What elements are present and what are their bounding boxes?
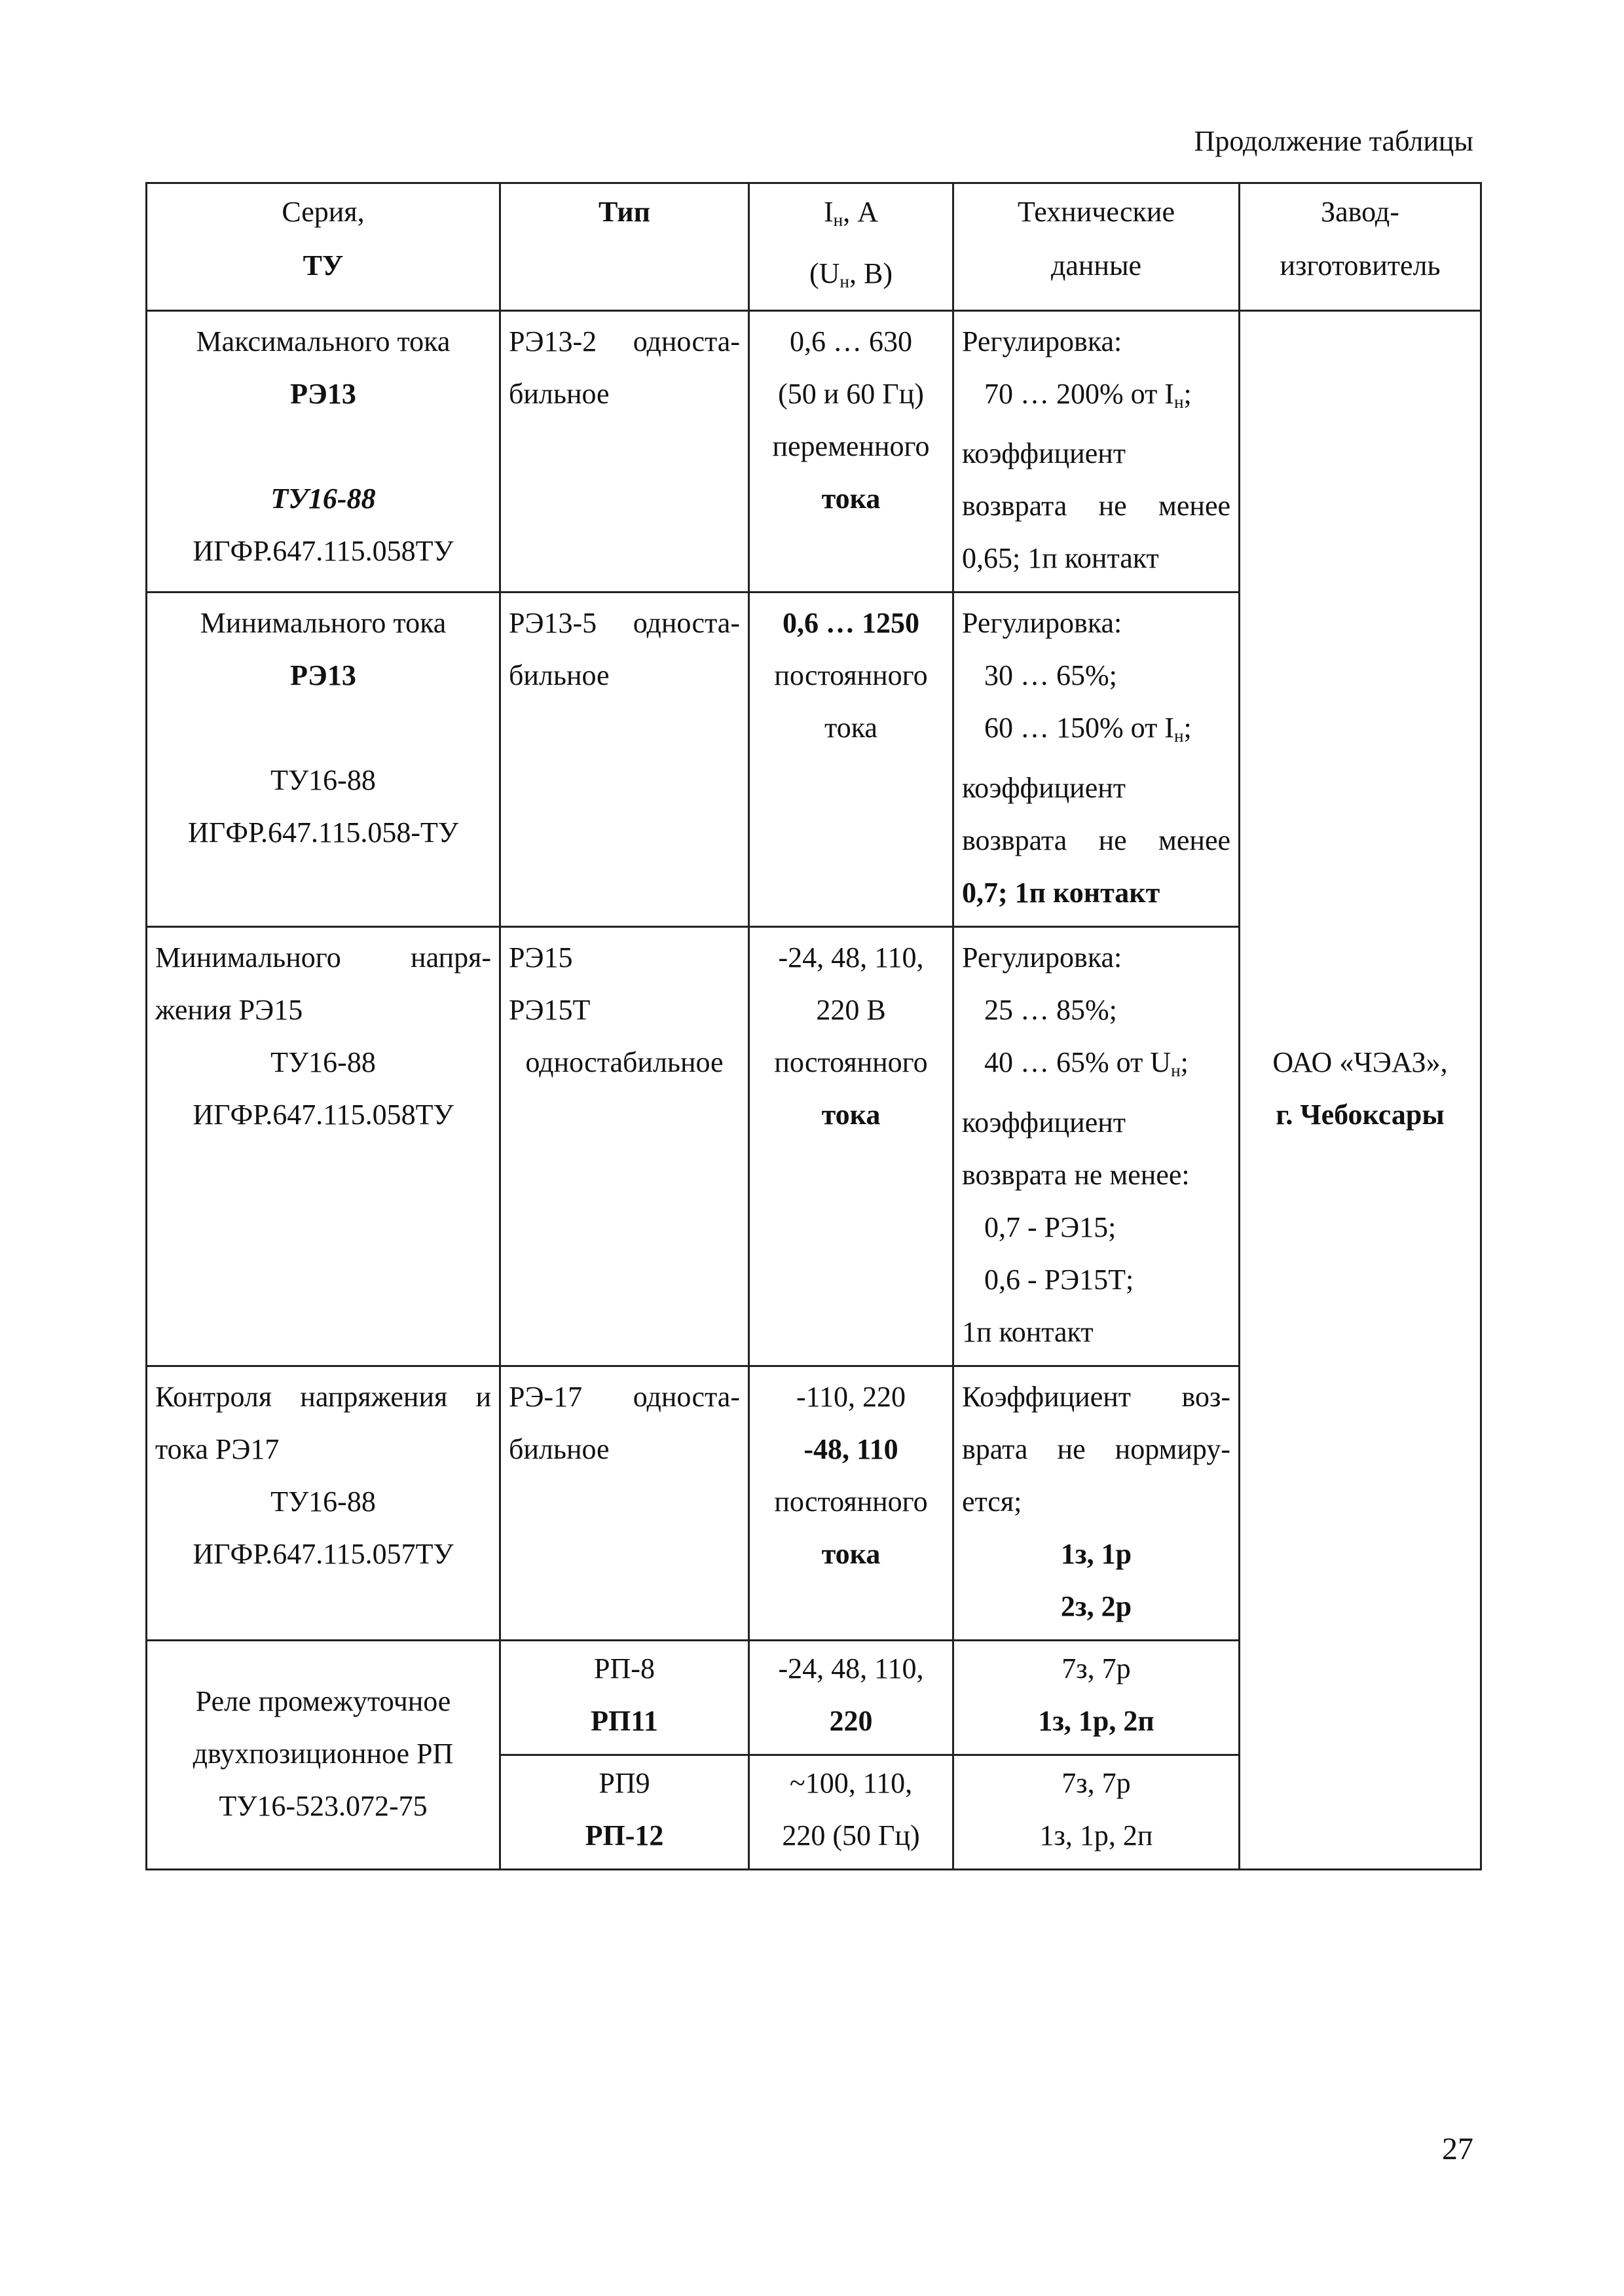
tech-cell: Коэффициент воз- врата не нормиру- ется; 1з, 1р 2з, 2р bbox=[953, 1366, 1240, 1641]
type-cell: РЭ13-5 односта- бильное bbox=[500, 592, 749, 927]
page-number: 27 bbox=[1442, 2132, 1473, 2166]
header-type: Тип bbox=[500, 183, 749, 311]
header-current: $I_н$, А ($U_н$, В) bbox=[749, 183, 953, 311]
type-cell: РЭ-17 односта- бильное bbox=[500, 1366, 749, 1641]
series-cell: Минимального напря- жения РЭ15 ТУ16-88 ИГФР.647.115.058ТУ bbox=[147, 927, 500, 1366]
table-row bbox=[147, 310, 1481, 592]
series-cell: Реле промежуточное двухпозиционное РП ТУ16-523.072-75 bbox=[147, 1641, 500, 1870]
header-tech: Технические данные bbox=[953, 183, 1240, 311]
type-cell: РЭ13-2 односта- бильное bbox=[500, 310, 749, 592]
series-cell: Контроля напряжения и тока РЭ17 ТУ16-88 ИГФР.647.115.057ТУ bbox=[147, 1366, 500, 1641]
type-cell: РП9 РП-12 bbox=[500, 1755, 749, 1870]
current-cell: ~100, 110, 220 (50 Гц) bbox=[749, 1755, 953, 1870]
header-manufacturer: Завод- изготовитель bbox=[1240, 183, 1481, 311]
tech-cell: 7з, 7р 1з, 1р, 2п bbox=[953, 1755, 1240, 1870]
header-series: Серия, ТУ bbox=[147, 183, 500, 311]
current-cell: -24, 48, 110, 220 bbox=[749, 1641, 953, 1755]
tech-cell: 7з, 7р 1з, 1р, 2п bbox=[953, 1641, 1240, 1755]
current-cell: 0,6 … 630 (50 и 60 Гц) переменного тока bbox=[749, 310, 953, 592]
current-cell: 0,6 … 1250 постоянного тока bbox=[749, 592, 953, 927]
tech-cell: Регулировка: 25 … 85%; 40 … 65% от $U_н$; коэффициент возврата не менее: 0,7 - РЭ15; 0,6 - РЭ15Т; 1п контакт bbox=[953, 927, 1240, 1366]
current-cell: -110, 220 -48, 110 постоянного тока bbox=[749, 1366, 953, 1641]
relay-table bbox=[145, 182, 1482, 1870]
type-cell: РП-8 РП11 bbox=[500, 1641, 749, 1755]
current-cell: -24, 48, 110, 220 В постоянного тока bbox=[749, 927, 953, 1366]
series-cell: Максимального тока РЭ13 ТУ16-88 ИГФР.647.115.058ТУ bbox=[147, 310, 500, 592]
manufacturer-cell: ОАО «ЧЭАЗ», г. Чебоксары bbox=[1240, 310, 1481, 1869]
series-cell: Минимального тока РЭ13 ТУ16-88 ИГФР.647.115.058-ТУ bbox=[147, 592, 500, 927]
tech-cell: Регулировка: 30 … 65%; 60 … 150% от $I_н$; коэффициент возврата не менее 0,7; 1п контакт bbox=[953, 592, 1240, 927]
type-cell: РЭ15 РЭ15Т одностабильное bbox=[500, 927, 749, 1366]
tech-cell: Регулировка: 70 … 200% от $I_н$; коэффициент возврата не менее 0,65; 1п контакт bbox=[953, 310, 1240, 592]
header-row bbox=[147, 183, 1481, 311]
table-caption: Продолжение таблицы bbox=[1194, 125, 1473, 157]
